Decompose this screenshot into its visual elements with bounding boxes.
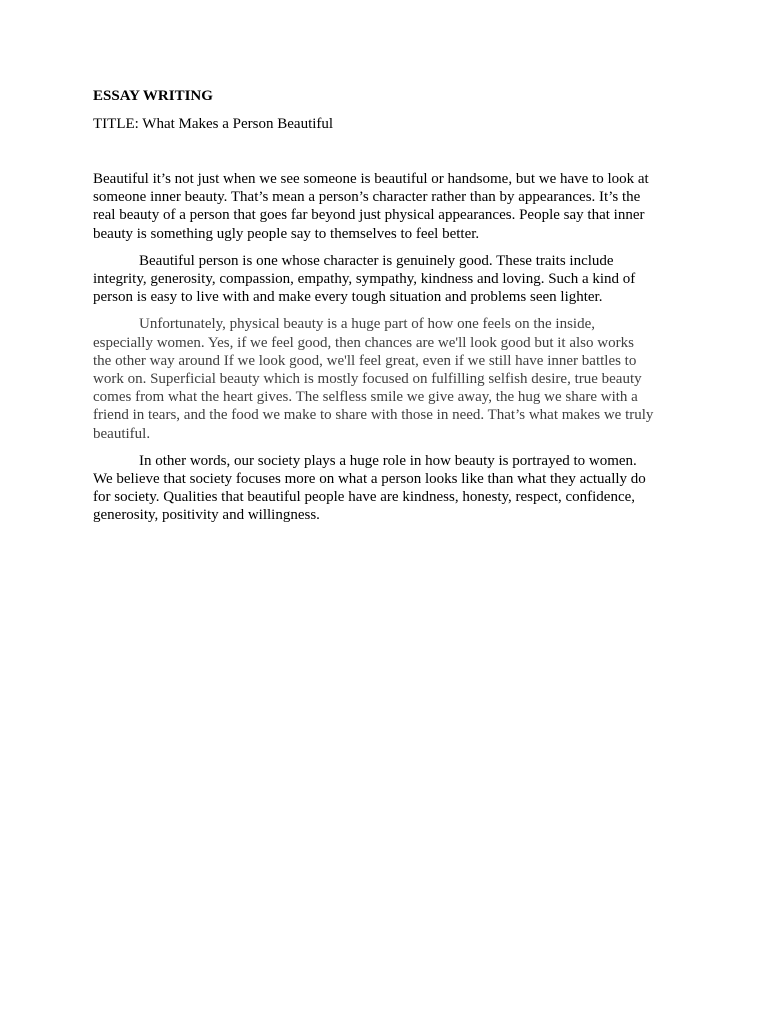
paragraph-line: Beautiful it’s not just when we see someone is beautiful or handsome, but we have to look at: [93, 171, 649, 187]
paragraph-line: Beautiful person is one whose character is genuinely good. These traits include: [139, 252, 614, 269]
paragraph-line: for society. Qualities that beautiful people have are kindness, honesty, respect, confidence,: [93, 489, 636, 506]
essay-body: [93, 170, 683, 534]
paragraph-line: integrity, generosity, compassion, empathy, sympathy, kindness and loving. Such a kind of: [93, 271, 636, 288]
paragraph-line: comes from what the heart gives. The selfless smile we give away, the hug we share with a: [93, 389, 638, 406]
paragraph-line: work on. Superficial beauty which is mostly focused on fulfilling selfish desire, true beauty: [93, 371, 642, 388]
paragraph-line: friend in tears, and the food we make to share with those in need. That’s what makes we truly: [93, 407, 654, 424]
paragraph-line: We believe that society focuses more on what a person looks like than what they actually do: [93, 471, 646, 488]
paragraph-line: person is easy to live with and make every tough situation and problems seen lighter.: [93, 289, 603, 306]
paragraph-3: [93, 315, 683, 442]
paragraph-line: In other words, our society plays a huge role in how beauty is portrayed to women.: [139, 452, 637, 469]
document-heading: ESSAY WRITING: [93, 88, 213, 104]
paragraph-4: [93, 452, 683, 525]
paragraph-line: Unfortunately, physical beauty is a huge part of how one feels on the inside,: [139, 316, 595, 333]
paragraph-line: beauty is something ugly people say to themselves to feel better.: [93, 225, 480, 242]
paragraph-2: [93, 252, 683, 307]
paragraph-line: the other way around If we look good, we'll feel great, even if we still have inner battles to: [93, 352, 637, 369]
paragraph-line: beautiful.: [93, 425, 151, 442]
essay-title: TITLE: What Makes a Person Beautiful: [93, 116, 334, 132]
paragraph-line: especially women. Yes, if we feel good, then chances are we'll look good but it also works: [93, 334, 634, 351]
paragraph-1: [93, 170, 683, 243]
paragraph-line: real beauty of a person that goes far beyond just physical appearances. People say that inner: [93, 207, 645, 224]
paragraph-line: someone inner beauty. That’s mean a person’s character rather than by appearances. It’s the: [93, 189, 641, 206]
paragraph-line: generosity, positivity and willingness.: [93, 507, 320, 524]
